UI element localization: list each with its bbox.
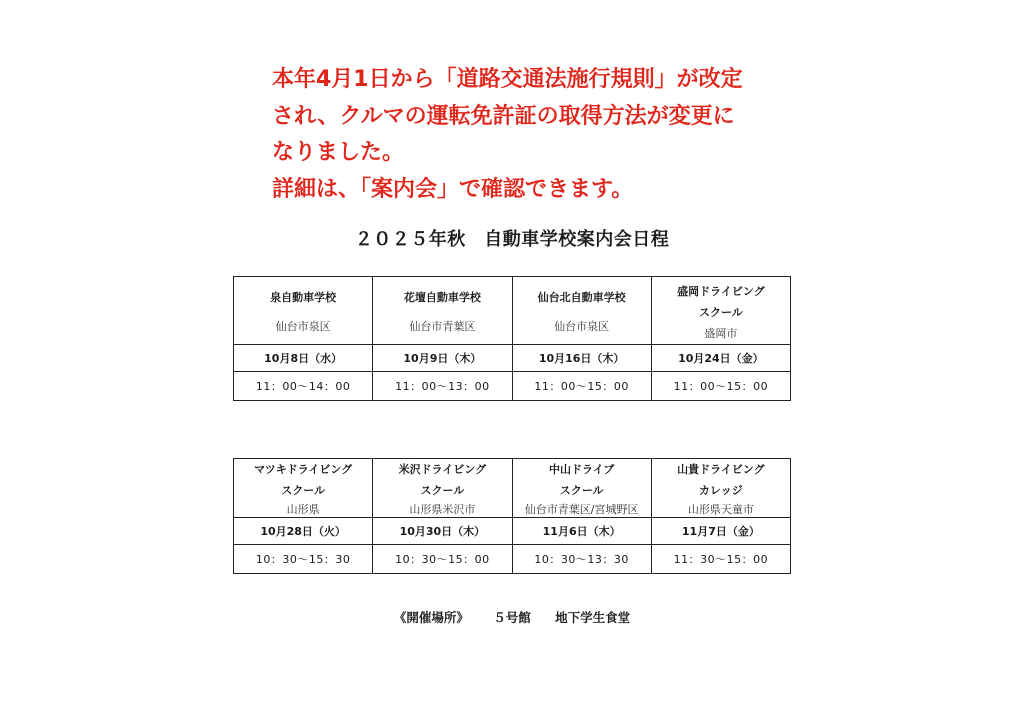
- school-name: 中山ドライブ: [548, 463, 615, 476]
- school-area: 仙台市青葉区/宮城野区: [524, 503, 639, 516]
- event-date: 11月7日（金）: [651, 518, 790, 545]
- event-time: 11：00〜13：00: [373, 372, 512, 401]
- school-cell: [651, 277, 790, 345]
- school-name: 盛岡ドライビング: [677, 284, 765, 298]
- school-area: 盛岡市: [704, 326, 738, 340]
- venue-label: 《開催場所》: [393, 610, 469, 625]
- school-name: 花壇自動車学校: [403, 291, 481, 304]
- school-name-line-2: スクール: [420, 484, 465, 497]
- school-area: 仙台市泉区: [275, 320, 331, 333]
- school-area: 山形県: [286, 503, 320, 516]
- school-cell: [234, 459, 373, 518]
- notice-line-4: 詳細は、「案内会」で確認できます。: [272, 176, 634, 202]
- school-cell: [234, 277, 373, 345]
- school-cell: [651, 459, 790, 518]
- event-date: 10月9日（木）: [373, 345, 512, 372]
- school-name: 山貴ドライビング: [677, 463, 765, 476]
- event-time: 10：30〜15：30: [234, 545, 373, 574]
- notice-line-2: され、クルマの運転免許証の取得方法が変更に: [272, 103, 735, 129]
- school-area: 仙台市泉区: [554, 320, 610, 333]
- school-cell: [373, 459, 512, 518]
- school-name-line-2: スクール: [281, 484, 326, 497]
- venue-place: 地下学生食堂: [555, 610, 631, 625]
- event-time: 11：30〜15：00: [651, 545, 790, 574]
- time-row: [234, 372, 791, 401]
- event-time: 11：00〜14：00: [234, 372, 373, 401]
- school-name-line-2: スクール: [698, 305, 743, 319]
- school-area: 山形県米沢市: [409, 503, 476, 516]
- notice-line-1: 本年4月1日から「道路交通法施行規則」が改定: [272, 67, 743, 92]
- school-name-line-2: スクール: [559, 484, 604, 497]
- event-date: 10月30日（木）: [373, 518, 512, 545]
- schedule-table-2: [233, 458, 791, 574]
- venue-info: [0, 608, 1024, 626]
- school-area: 仙台市青葉区: [409, 320, 476, 333]
- event-date: 10月28日（火）: [234, 518, 373, 545]
- event-time: 10：30〜15：00: [373, 545, 512, 574]
- event-date: 10月24日（金）: [651, 345, 790, 372]
- school-name: 泉自動車学校: [270, 291, 337, 304]
- event-date: 11月6日（木）: [512, 518, 651, 545]
- school-header-row: [234, 459, 791, 518]
- date-row: [234, 518, 791, 545]
- event-date: 10月16日（木）: [512, 345, 651, 372]
- venue-building: ５号館: [493, 610, 531, 625]
- event-date: 10月8日（水）: [234, 345, 373, 372]
- school-cell: [512, 277, 651, 345]
- date-row: [234, 345, 791, 372]
- notice-line-3: なりました。: [272, 140, 405, 165]
- time-row: [234, 545, 791, 574]
- event-time: 10：30〜13：30: [512, 545, 651, 574]
- school-name: マツキドライビング: [254, 463, 353, 476]
- school-cell: [373, 277, 512, 345]
- schedule-table-1: [233, 276, 791, 401]
- schedule-title: ２０２５年秋 自動車学校案内会日程: [354, 229, 670, 250]
- school-header-row: [234, 277, 791, 345]
- school-name-line-2: カレッジ: [698, 484, 743, 497]
- notice-text: [272, 62, 792, 208]
- event-time: 11：00〜15：00: [512, 372, 651, 401]
- school-area: 山形県天童市: [687, 503, 754, 516]
- event-time: 11：00〜15：00: [651, 372, 790, 401]
- school-name: 米沢ドライビング: [398, 463, 487, 476]
- school-name: 仙台北自動車学校: [537, 291, 626, 304]
- school-cell: [512, 459, 651, 518]
